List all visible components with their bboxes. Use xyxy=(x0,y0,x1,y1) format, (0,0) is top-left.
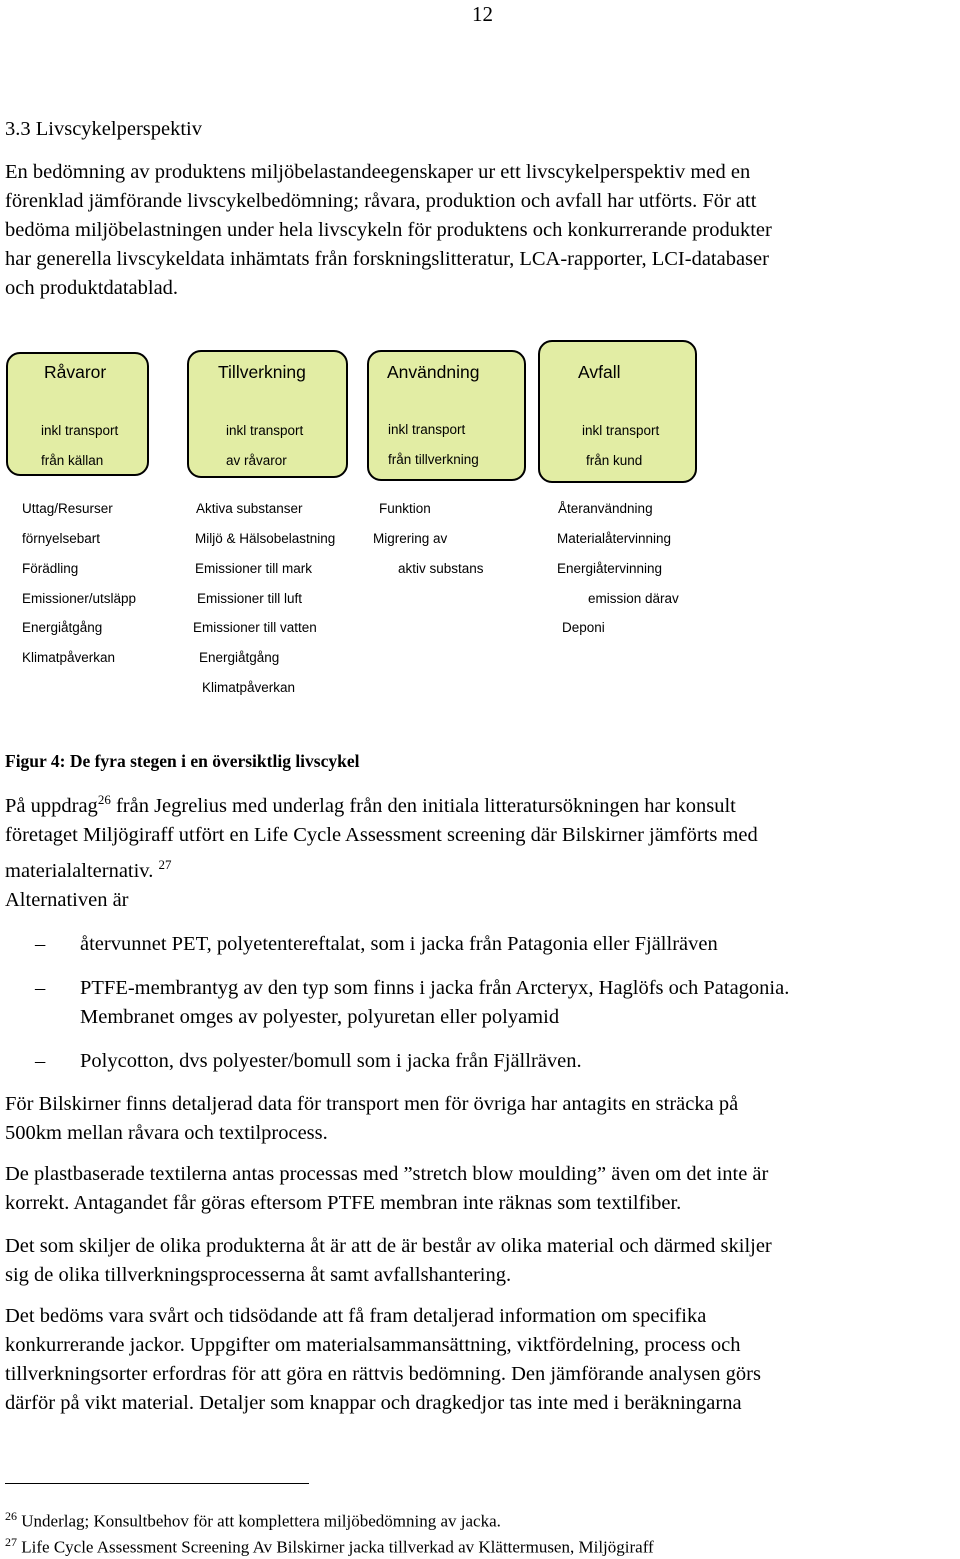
figure-label: aktiv substans xyxy=(398,561,484,576)
figure-label: Energiåtervinning xyxy=(557,561,663,576)
body-paragraph xyxy=(5,1232,957,1290)
figure-label: Emissioner till mark xyxy=(195,561,313,576)
footnote xyxy=(5,1531,654,1559)
paragraph-line: Det bedöms vara svårt och tidsödande att få fram detaljerad information om specifika xyxy=(5,1305,707,1327)
figure-label: Deponi xyxy=(562,620,605,635)
figure-label: Emissioner till luft xyxy=(197,591,303,606)
dash-glyph: – xyxy=(35,933,46,955)
alternatives-intro: Alternativen är xyxy=(5,889,129,911)
figure-label: Klimatpåverkan xyxy=(202,680,296,695)
bullet-text: återvunnet PET, polyetentereftalat, som i jacka från Patagonia eller Fjällräven xyxy=(80,933,718,955)
stage-subtitle: av råvaror xyxy=(226,453,287,468)
paragraph-line: 500km mellan råvara och textilprocess. xyxy=(5,1122,328,1144)
footnote-number: 27 xyxy=(5,1535,17,1549)
uppdrag-text: På uppdrag xyxy=(5,794,98,817)
bullet-text: Polycotton, dvs polyester/bomull som i jacka från Fjällräven. xyxy=(80,1050,582,1072)
paragraph-line: konkurrerande jackor. Uppgifter om materialsammansättning, viktfördelning, process och xyxy=(5,1334,741,1356)
figure-caption: Figur 4: De fyra stegen i en översiktlig livscykel xyxy=(5,751,360,771)
figure-label: Energiåtgång xyxy=(199,650,280,665)
uppdrag-line: företaget Miljögiraff utfört en Life Cycle Assessment screening där Bilskirner jämförts med xyxy=(5,823,758,846)
uppdrag-line xyxy=(5,785,957,821)
figure-label: Emissioner till vatten xyxy=(193,620,317,635)
uppdrag-text: materialalternativ. xyxy=(5,859,154,882)
paragraph-line: Det som skiljer de olika produkterna åt är att de är består av olika material och därmed skiljer xyxy=(5,1235,772,1257)
uppdrag-text: från Jegrelius med underlag från den initiala litteratursökningen har konsult xyxy=(110,794,736,817)
figure-label: Förädling xyxy=(22,561,79,576)
paragraph-line: korrekt. Antagandet får göras eftersom PTFE membran inte räknas som textilfiber. xyxy=(5,1192,682,1214)
stage-title: Avfall xyxy=(578,362,621,382)
stage-title: Råvaror xyxy=(44,362,107,382)
dash-glyph: – xyxy=(35,977,46,999)
stage-subtitle: från källan xyxy=(41,453,104,468)
stage-box-tillverkning xyxy=(187,350,348,478)
figure-label: Klimatpåverkan xyxy=(22,650,116,665)
figure-label: förnyelsebart xyxy=(22,531,101,546)
figure-label: emission därav xyxy=(588,591,679,606)
bullet-text: PTFE-membrantyg av den typ som finns i jacka från Arcteryx, Haglöfs och Patagonia. xyxy=(80,977,790,999)
section-heading: 3.3 Livscykelperspektiv xyxy=(5,118,202,140)
stage-title: Användning xyxy=(387,362,480,382)
figure-label: Miljö & Hälsobelastning xyxy=(195,531,336,546)
footnote-number: 26 xyxy=(5,1509,17,1523)
intro-line: förenklad jämförande livscykelbedömning; råvara, produktion och avfall har utförts. För att xyxy=(5,190,757,212)
paragraph-line: tillverkningsorter erfordras för att göra en rättvis bedömning. Den jämförande analysen görs xyxy=(5,1363,761,1385)
uppdrag-line xyxy=(5,850,957,886)
figure-label: Migrering av xyxy=(373,531,448,546)
dash-glyph: – xyxy=(35,1050,46,1072)
uppdrag-paragraph xyxy=(5,785,957,886)
footnote-text: Life Cycle Assessment Screening Av Bilskirner jacka tillverkad av Klättermusen, Miljögiraff xyxy=(21,1537,654,1557)
stage-box-anvandning xyxy=(367,350,526,481)
stage-subtitle: inkl transport xyxy=(388,422,466,437)
paragraph-line: därför på vikt material. Detaljer som knappar och dragkedjor tas inte med i beräkningarna xyxy=(5,1392,742,1414)
stage-subtitle: från kund xyxy=(586,453,643,468)
footnote-ref: 26 xyxy=(97,792,111,807)
figure-label: Materialåtervinning xyxy=(557,531,672,546)
stage-box-avfall xyxy=(538,340,697,483)
figure-label: Energiåtgång xyxy=(22,620,103,635)
intro-line: En bedömning av produktens miljöbelastandeegenskaper ur ett livscykelperspektiv med en xyxy=(5,161,751,183)
intro-paragraph xyxy=(5,158,957,303)
stage-subtitle: inkl transport xyxy=(226,423,304,438)
paragraph-line: För Bilskirner finns detaljerad data för transport men för övriga har antagits en sträcka på xyxy=(5,1093,739,1115)
figure-label: Aktiva substanser xyxy=(196,501,303,516)
figure-label: Återanvändning xyxy=(558,501,653,516)
body-paragraph xyxy=(5,1160,957,1218)
stage-box-ravaror xyxy=(6,352,149,476)
figure-label: Emissioner/utsläpp xyxy=(22,591,137,606)
figure-label: Uttag/Resurser xyxy=(22,501,113,516)
stage-title: Tillverkning xyxy=(218,362,306,382)
figure-label: Funktion xyxy=(379,501,431,516)
body-paragraph xyxy=(5,1302,957,1418)
body-paragraph xyxy=(5,1090,957,1148)
paragraph-line: De plastbaserade textilerna antas processas med ”stretch blow moulding” även om det inte är xyxy=(5,1163,769,1185)
intro-line: bedöma miljöbelastningen under hela livscykeln för produktens och konkurrerande produkter xyxy=(5,219,772,241)
stage-subtitle: inkl transport xyxy=(582,423,660,438)
bullet-text: Membranet omges av polyester, polyuretan eller polyamid xyxy=(80,1006,560,1028)
footnote-ref: 27 xyxy=(158,856,172,872)
paragraph-line: sig de olika tillverkningsprocesserna åt samt avfallshantering. xyxy=(5,1264,512,1286)
footnote-separator xyxy=(5,1483,309,1484)
stage-subtitle: från tillverkning xyxy=(388,452,479,467)
stage-subtitle: inkl transport xyxy=(41,423,119,438)
footnote xyxy=(5,1505,501,1533)
intro-line: har generella livscykeldata inhämtats från forskningslitteratur, LCA-rapporter, LCI-databaser xyxy=(5,248,769,270)
page-number: 12 xyxy=(472,2,493,26)
intro-line: och produktdatablad. xyxy=(5,277,179,299)
footnote-text: Underlag; Konsultbehov för att komplettera miljöbedömning av jacka. xyxy=(21,1511,501,1531)
